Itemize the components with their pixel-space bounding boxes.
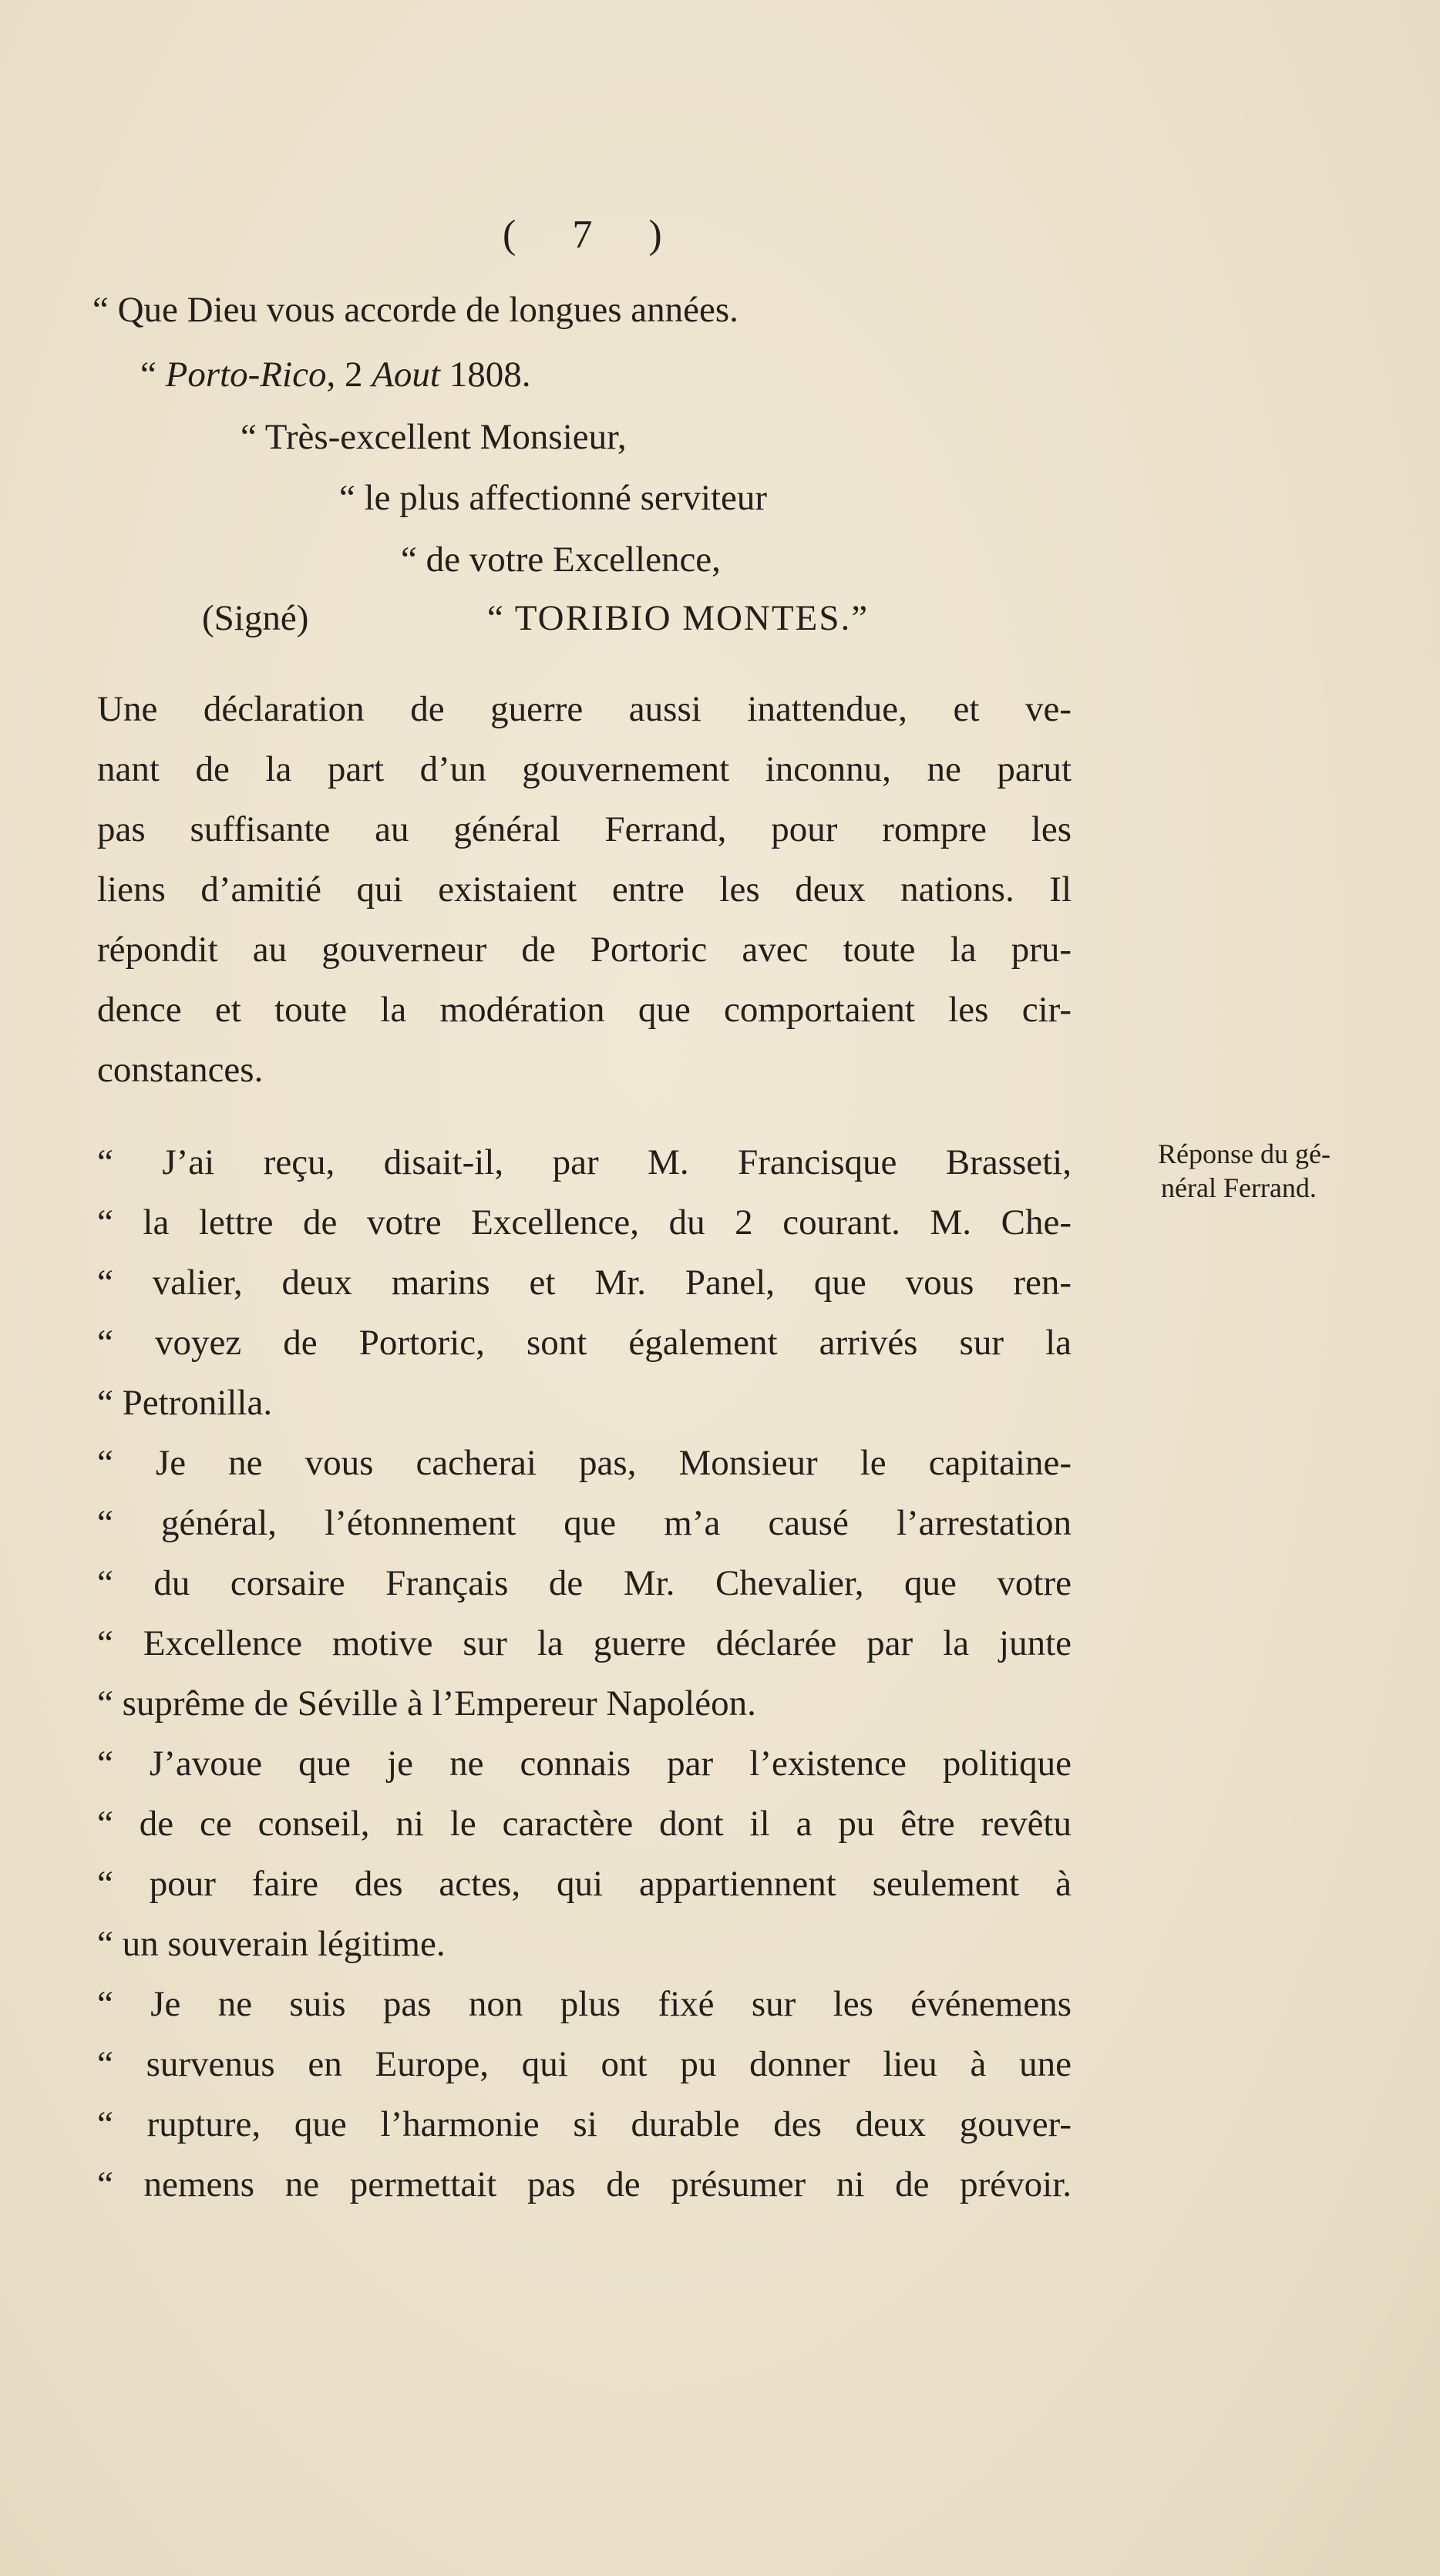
closing-line: “ de votre Excellence, — [401, 540, 721, 580]
quoted-line: “ Excellence motive sur la guerre déclarée par la junte — [97, 1623, 1072, 1663]
quoted-line: “ pour faire des actes, qui appartiennent seulement à — [97, 1864, 1072, 1904]
dateline-place: Porto-Rico — [165, 355, 327, 395]
dateline-day: , 2 — [326, 355, 363, 395]
salutation-line: “ Très-excellent Monsieur, — [241, 417, 627, 457]
quoted-line: “ de ce conseil, ni le caractère dont il a pu être revêtu — [97, 1804, 1072, 1844]
quoted-line: “ survenus en Europe, qui ont pu donner lieu à une — [97, 2044, 1072, 2084]
margin-note — [1158, 1137, 1331, 1205]
quoted-line: “ J’avoue que je ne connais par l’existence politique — [97, 1744, 1072, 1784]
quoted-line: “ Je ne vous cacherai pas, Monsieur le capitaine- — [97, 1443, 1072, 1483]
quoted-line: “ du corsaire Français de Mr. Chevalier, que votre — [97, 1563, 1072, 1603]
quoted-line: “ un souverain légitime. — [97, 1924, 446, 1964]
text-line: nant de la part d’un gouvernement inconnu, ne parut — [97, 749, 1072, 789]
text-line: liens d’amitié qui existaient entre les deux nations. Il — [97, 869, 1072, 910]
quoted-line: “ Je ne suis pas non plus fixé sur les événemens — [97, 1984, 1072, 2024]
closing-line: “ le plus affectionné serviteur — [339, 478, 768, 518]
text-line: dence et toute la modération que comportaient les cir- — [97, 990, 1072, 1030]
signatory-name: “ TORIBIO MONTES.” — [487, 598, 870, 638]
margin-note-line: néral Ferrand. — [1161, 1172, 1317, 1203]
quoted-line: “ J’ai reçu, disait-il, par M. Francisque Brasseti, — [97, 1142, 1072, 1182]
quoted-line: “ nemens ne permettait pas de présumer ni de prévoir. — [97, 2164, 1072, 2204]
quoted-line: “ la lettre de votre Excellence, du 2 courant. M. Che- — [97, 1202, 1072, 1243]
quoted-line: “ voyez de Portoric, sont également arrivés sur la — [97, 1323, 1072, 1363]
text-line: Une déclaration de guerre aussi inattendue, et ve- — [97, 689, 1072, 729]
text-line: pas suffisante au général Ferrand, pour rompre les — [97, 809, 1072, 849]
quoted-line: “ valier, deux marins et Mr. Panel, que vous ren- — [97, 1263, 1072, 1303]
text-line: constances. — [97, 1050, 264, 1090]
quoted-line: “ rupture, que l’harmonie si durable des deux gouver- — [97, 2104, 1072, 2144]
dateline-month: Aout — [372, 355, 440, 395]
dateline-quote: “ — [140, 355, 156, 395]
closing-line: “ Que Dieu vous accorde de longues années. — [93, 290, 739, 330]
quoted-line: “ général, l’étonnement que m’a causé l’arrestation — [97, 1503, 1072, 1543]
quoted-line: “ Petronilla. — [97, 1383, 273, 1423]
page-number: ( 7 ) — [503, 213, 685, 257]
text-line: répondit au gouverneur de Portoric avec toute la pru- — [97, 930, 1072, 970]
margin-note-line: Réponse du gé- — [1158, 1138, 1331, 1169]
quoted-line: “ suprême de Séville à l’Empereur Napoléon. — [97, 1683, 756, 1723]
signed-label: (Signé) — [202, 598, 309, 638]
dateline — [140, 351, 531, 398]
dateline-year: 1808. — [449, 355, 531, 395]
